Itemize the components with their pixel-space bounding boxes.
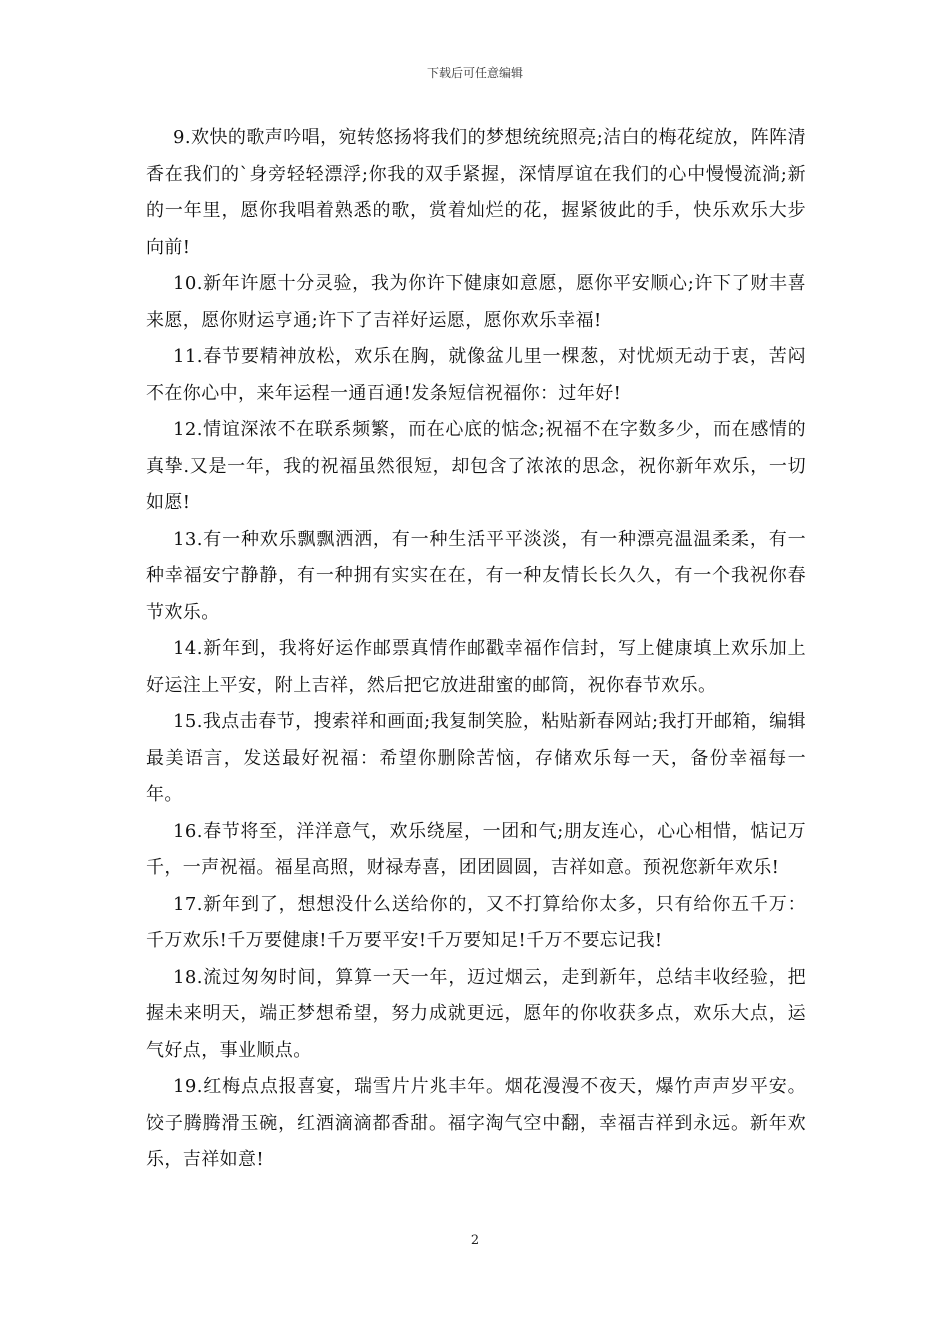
paragraph-17: 17.新年到了，想想没什么送给你的，又不打算给你太多，只有给你五千万：千万欢乐!千万要健康!千万要平安!千万要知足!千万不要忘记我! xyxy=(146,893,806,951)
paragraph-18: 18.流过匆匆时间，算算一天一年，迈过烟云，走到新年，总结丰收经验，把握未来明天，端正梦想希望，努力成就更远，愿年的你收获多点，欢乐大点，运气好点，事业顺点。 xyxy=(146,966,806,1061)
paragraph-10: 10.新年许愿十分灵验，我为你许下健康如意愿，愿你平安顺心;许下了财丰喜来愿，愿你财运亨通;许下了吉祥好运愿，愿你欢乐幸福! xyxy=(146,273,806,331)
paragraph-19: 19.红梅点点报喜宴，瑞雪片片兆丰年。烟花漫漫不夜天，爆竹声声岁平安。饺子腾腾滑玉碗，红酒滴滴都香甜。福字淘气空中翻，幸福吉祥到永远。新年欢乐，吉祥如意! xyxy=(146,1076,806,1170)
paragraph-16: 16.春节将至，洋洋意气，欢乐绕屋，一团和气;朋友连心，心心相惜，惦记万千，一声祝福。福星高照，财禄寿喜，团团圆圆，吉祥如意。预祝您新年欢乐! xyxy=(146,820,806,878)
paragraph-11: 11.春节要精神放松，欢乐在胸，就像盆儿里一棵葱，对忧烦无动于衷，苦闷不在你心中，来年运程一通百通!发条短信祝福你：过年好! xyxy=(146,346,806,404)
page-header: 下载后可任意编辑 xyxy=(426,66,523,80)
paragraph-14: 14.新年到，我将好运作邮票真情作邮戳幸福作信封，写上健康填上欢乐加上好运注上平安，附上吉祥，然后把它放进甜蜜的邮筒，祝你春节欢乐。 xyxy=(146,638,806,696)
paragraph-15: 15.我点击春节，搜索祥和画面;我复制笑脸，粘贴新春网站;我打开邮箱，编辑最美语言，发送最好祝福：希望你删除苦恼，存储欢乐每一天，备份幸福每一年。 xyxy=(146,711,806,805)
paragraph-13: 13.有一种欢乐飘飘洒洒，有一种生活平平淡淡，有一种漂亮温温柔柔，有一种幸福安宁静静，有一种拥有实实在在，有一种友情长长久久，有一个我祝你春节欢乐。 xyxy=(146,528,806,623)
paragraph-12: 12.情谊深浓不在联系频繁，而在心底的惦念;祝福不在字数多少，而在感情的真挚.又是一年，我的祝福虽然很短，却包含了浓浓的思念，祝你新年欢乐，一切如愿! xyxy=(146,419,806,513)
page-number: 2 xyxy=(470,1233,480,1248)
document-body xyxy=(146,120,806,1179)
paragraph-9: 9.欢快的歌声吟唱，宛转悠扬将我们的梦想统统照亮;洁白的梅花绽放，阵阵清香在我们的`身旁轻轻漂浮;你我的双手紧握，深情厚谊在我们的心中慢慢流淌;新的一年里，愿你我唱着熟悉的歌，赏着灿烂的花，握紧彼此的手，快乐欢乐大步向前! xyxy=(146,127,806,258)
